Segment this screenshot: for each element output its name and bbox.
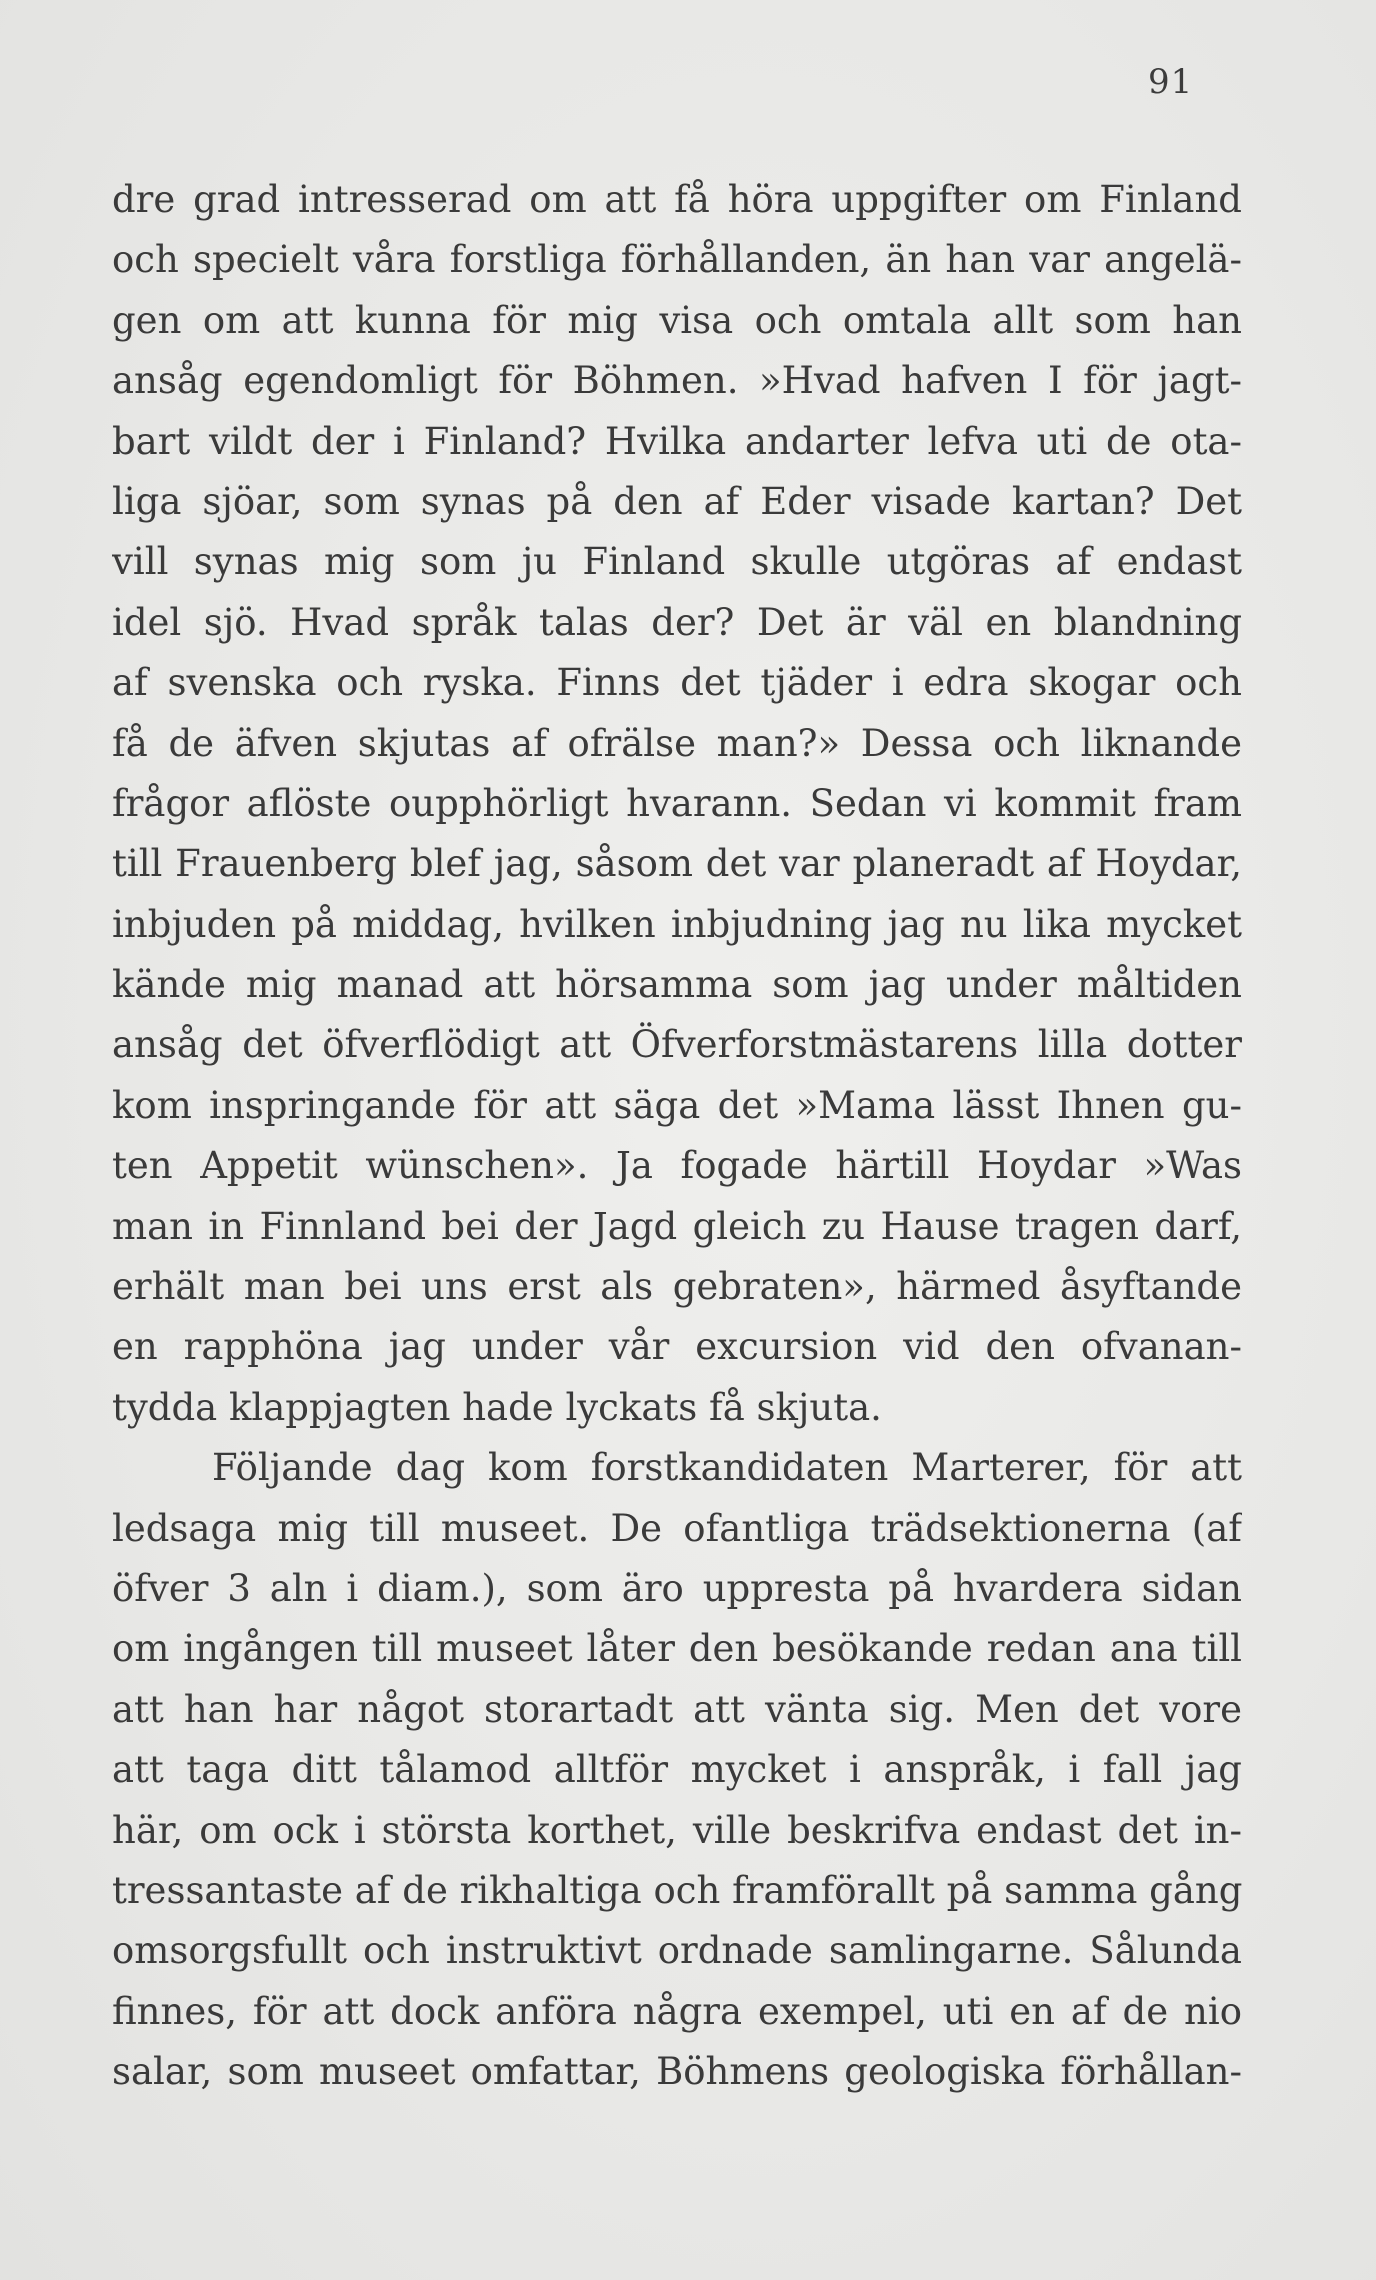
text-line: ansåg egendomligt för Böhmen. »Hvad hafven I för jagt- xyxy=(112,359,1242,403)
text-line: ten Appetit wünschen». Ja fogade härtill Hoydar »Was xyxy=(112,1144,1242,1188)
paragraph-end-line: tydda klappjagten hade lyckats få skjuta. xyxy=(112,1385,882,1429)
text-line: att han har något storartadt att vänta sig. Men det vore xyxy=(112,1687,1242,1731)
body-text xyxy=(112,170,1242,2103)
text-line: omsorgsfullt och instruktivt ordnade samlingarne. Sålunda xyxy=(112,1929,1242,1973)
text-line: kom inspringande för att säga det »Mama lässt Ihnen gu- xyxy=(112,1083,1242,1127)
text-line: liga sjöar, som synas på den af Eder visade kartan? Det xyxy=(112,479,1242,523)
page-number: 91 xyxy=(1148,62,1194,102)
text-line: af svenska och ryska. Finns det tjäder i edra skogar och xyxy=(112,661,1242,705)
text-line: till Frauenberg blef jag, såsom det var planeradt af Hoydar, xyxy=(112,842,1242,886)
text-line: erhält man bei uns erst als gebraten», härmed åsyftande xyxy=(112,1265,1242,1309)
text-line: inbjuden på middag, hvilken inbjudning jag nu lika mycket xyxy=(112,902,1242,946)
text-line: en rapphöna jag under vår excursion vid den ofvanan- xyxy=(112,1325,1242,1369)
text-line: finnes, för att dock anföra några exempel, uti en af de nio xyxy=(112,1989,1242,2033)
text-line: man in Finnland bei der Jagd gleich zu Hause tragen darf, xyxy=(112,1204,1242,1248)
text-line: dre grad intresserad om att få höra uppgifter om Finland xyxy=(112,178,1242,221)
text-line: gen om att kunna för mig visa och omtala allt som han xyxy=(112,298,1242,342)
text-line: idel sjö. Hvad språk talas der? Det är väl en blandning xyxy=(112,600,1242,644)
text-line: öfver 3 aln i diam.), som äro uppresta på hvardera sidan xyxy=(112,1566,1242,1610)
text-line: kände mig manad att hörsamma som jag under måltiden xyxy=(112,963,1242,1007)
text-line: tressantaste af de rikhaltiga och framförallt på samma gång xyxy=(112,1868,1242,1912)
text-line: frågor aflöste oupphörligt hvarann. Sedan vi kommit fram xyxy=(112,781,1242,825)
text-line: att taga ditt tålamod alltför mycket i anspråk, i fall jag xyxy=(112,1748,1242,1792)
text-line: bart vildt der i Finland? Hvilka andarter lefva uti de ota- xyxy=(112,419,1242,463)
text-line: ledsaga mig till museet. De ofantliga trädsektionerna (af xyxy=(112,1506,1242,1550)
text-line: vill synas mig som ju Finland skulle utgöras af endast xyxy=(112,540,1242,584)
paragraph-start-line: Följande dag kom forstkandidaten Marterer, för att xyxy=(212,1446,1242,1490)
text-line: ansåg det öfverflödigt att Öfverforstmästarens lilla dotter xyxy=(112,1023,1242,1067)
text-line: salar, som museet omfattar, Böhmens geologiska förhållan- xyxy=(112,2050,1242,2094)
text-line: och specielt våra forstliga förhållanden, än han var angelä- xyxy=(112,238,1242,282)
text-line: få de äfven skjutas af ofrälse man?» Dessa och liknande xyxy=(112,721,1242,765)
text-line: här, om ock i största korthet, ville beskrifva endast det in- xyxy=(112,1808,1242,1852)
text-line: om ingången till museet låter den besökande redan ana till xyxy=(112,1627,1242,1671)
